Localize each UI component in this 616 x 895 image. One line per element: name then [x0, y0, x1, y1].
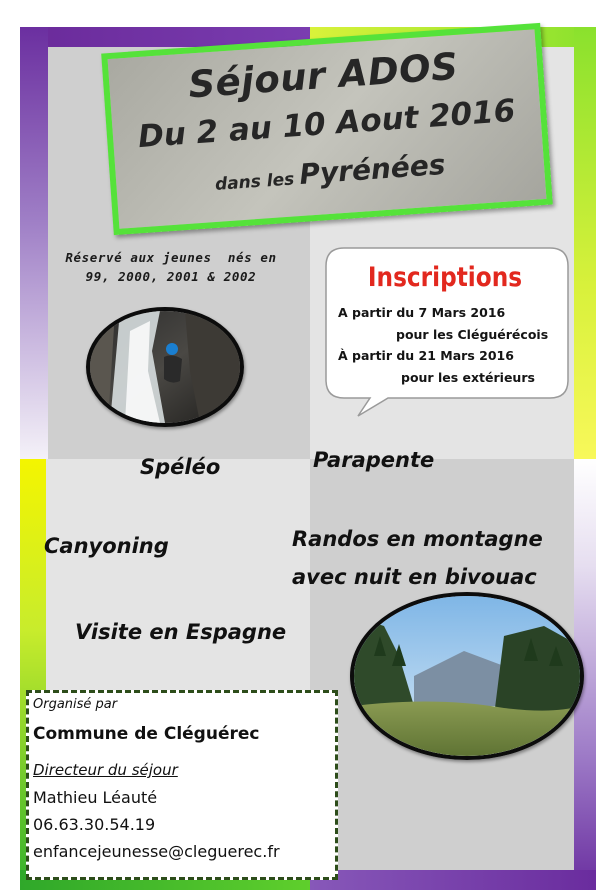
- activity-espagne: Visite en Espagne: [75, 620, 287, 644]
- frame-band-bottom-right: [310, 870, 596, 890]
- frame-band-left-top: [20, 27, 48, 459]
- location-name: Pyrénées: [298, 147, 447, 191]
- inscriptions-line-2: pour les Cléguérécois: [396, 327, 549, 342]
- title-banner: [101, 23, 553, 235]
- inscriptions-line-3: À partir du 21 Mars 2016: [338, 348, 514, 363]
- poster-dates: Du 2 au 10 Aout 2016: [136, 92, 517, 156]
- activity-bivouac: avec nuit en bivouac: [292, 565, 537, 589]
- director-name: Mathieu Léauté: [33, 788, 158, 807]
- director-label: Directeur du séjour: [33, 761, 178, 779]
- speleo-photo: [86, 307, 244, 427]
- organiser-label: Organisé par: [33, 697, 118, 712]
- inscriptions-title: Inscriptions: [367, 262, 523, 293]
- organiser-name: Commune de Cléguérec: [33, 724, 260, 744]
- organiser-email: enfancejeunesse@cleguerec.fr: [33, 842, 280, 861]
- poster-title: Séjour ADOS: [186, 44, 460, 107]
- inscriptions-line-1: A partir du 7 Mars 2016: [338, 305, 506, 320]
- frame-band-right-top: [574, 27, 596, 459]
- activity-canyoning: Canyoning: [44, 534, 169, 558]
- eligibility-line-1: Réservé aux jeunes nés en: [65, 250, 277, 265]
- eligibility-text: [40, 248, 302, 286]
- inscriptions-line-4: pour les extérieurs: [401, 370, 535, 385]
- activity-parapente: Parapente: [313, 448, 435, 472]
- mountain-photo: [350, 592, 584, 760]
- eligibility-line-2: 99, 2000, 2001 & 2002: [85, 269, 257, 284]
- organiser-phone: 06.63.30.54.19: [33, 815, 156, 834]
- activity-randos: Randos en montagne: [292, 527, 543, 551]
- location-prefix: dans les: [214, 169, 295, 195]
- activity-speleo: Spéléo: [140, 455, 221, 479]
